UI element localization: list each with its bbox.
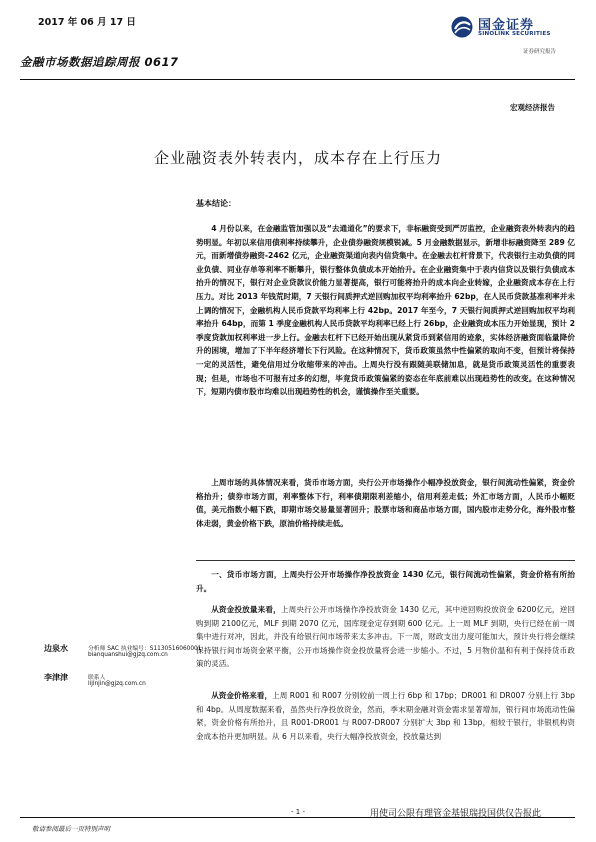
author-credential: 分析师 SAC 执业编号：S1130516060001 bbox=[88, 646, 202, 652]
report-series-title: 金融市场数据追踪周报 0617 bbox=[20, 55, 179, 69]
main-title: 企业融资表外转表内，成本存在上行压力 bbox=[153, 149, 442, 167]
summary-block bbox=[196, 222, 575, 399]
section1-heading-text: 一、货币市场方面，上周央行公开市场操作净投放资金 1430 亿元，银行间流动性偏紧，资金价格有所抬升。 bbox=[196, 570, 575, 593]
footer-divider bbox=[20, 817, 575, 818]
report-category: 宏观经济报告 bbox=[510, 103, 555, 112]
paragraph-body: 上周央行公开市场操作净投放资金 1430 亿元，其中逆回购投放资金 6200亿元，逆回购到期 2100亿元，MLF 到期 2070 亿元，国库现金定存到期 600 亿元。上一周 MLF 到期，央行已经在前一周集中进行对冲，因此，并没有给银行间市场带来太多冲击。下一周，财政支出力度可能加大，预计央行将会继续保持银行间市场资金紧平衡，公开市场操作资金投放量将会进一步缩小。不过，5 月物价温和有利于保持货币政策的灵活。 bbox=[196, 605, 576, 669]
brand-name-en: SINOLINK SECURITIES bbox=[478, 31, 551, 37]
author-email[interactable]: bianquanshui@gjzq.com.cn bbox=[88, 652, 168, 658]
paragraph-lead: 从资金价格来看， bbox=[211, 691, 273, 700]
author-name: 李津津 bbox=[44, 673, 68, 682]
paragraph-body: 上周 R001 和 R007 分别较前一周上行 6bp 和 17bp；DR001 和 DR007 分别上行 3bp 和 4bp。从周度数据来看，虽然央行净投放资金，然而，季末期金融对资金需求显著增加，银行间市场流动性偏紧，资金价格有所抬升，且 R001-DR001 与 R007-DR007 分别扩大 3bp 和 13bp，相较于银行，非银机构资金成本抬升更加明显。从 6 月以来看，央行大幅净投放资金，投放量达到 bbox=[196, 691, 576, 741]
author-role: 联系人 bbox=[88, 675, 106, 681]
page-number: - 1 - bbox=[291, 808, 305, 816]
summary-paragraph-2: 上周市场的具体情况来看，货币市场方面，央行公开市场操作小幅净投放资金，银行间流动性偏紧，资金价格抬升；债券市场方面，利率整体下行，利率债期限利差缩小，信用利差走低；外汇市场方面，人民币小幅贬值，美元指数小幅下跌，即期市场交易量显著回升；股票市场和商品市场方面，国内股市走势分化，海外股市整体走弱，黄金价格下跌，原油价格持续走低。 bbox=[196, 478, 575, 528]
sinolink-logo-icon bbox=[451, 16, 473, 38]
footer-disclaimer: 敬请参阅最后一页特别声明 bbox=[32, 825, 110, 833]
section1-paragraph-2 bbox=[196, 689, 575, 743]
section-divider bbox=[196, 560, 575, 561]
brand-logo bbox=[451, 14, 581, 64]
header-divider bbox=[20, 79, 575, 80]
section1-paragraph-1 bbox=[196, 603, 575, 671]
author-email[interactable]: lijinjin@gjzq.com.cn bbox=[88, 681, 146, 687]
summary-block-2 bbox=[196, 476, 575, 530]
section1-heading bbox=[196, 568, 575, 595]
paragraph-lead: 从资金投放量来看， bbox=[211, 605, 281, 614]
author-name: 边泉水 bbox=[44, 644, 68, 653]
brand-subtitle: 证券研究报告 bbox=[523, 49, 557, 55]
watermark-text: 用使司公限有理管金基银瑞投国供仅告报此 bbox=[370, 809, 542, 819]
brand-name-cn: 国金证券 bbox=[478, 18, 535, 33]
summary-paragraph-1: 4 月份以来，在金融监管加强以及“去通道化”的要求下，非标融资受到严厉监控，企业融资表外转表内的趋势明显。年初以来信用债利率持续攀升，企业债券融资规模锐减。5 月金融数据显示，新增非标融资降至 289 亿元，而新增债券融资-2462 亿元，企业融资渠道向表内信贷集中。在金融去杠杆背景下，代表银行主动负债的同业负债、同业存单等利率不断攀升，银行整体负债成本开始抬升。在企业融资集中于表内信贷以及银行负债成本抬升的情况下，银行对企业贷款议价能力显著提高，银行可能将抬升的成本向企业转嫁，企业融资成本存在上行压力。对比 2013 年钱荒时期，7 天银行间质押式逆回购加权平均利率抬升 62bp，在人民币贷款基准利率并未上调的情况下，金融机构人民币贷款平均利率上行 42bp。2017 年至今，7 天银行间质押式逆回购加权平均利率抬升 64bp，而第 1 季度金融机构人民币贷款平均利率已经上行 26bp，企业融资成本压力开始显现，预计 2 季度贷款加权利率进一步上行。金融去杠杆下已经开始出现从紧货币到紧信用的迹象，实体经济融资面临量降价升的困境，增加了下半年经济增长下行风险。在这种情况下，货币政策虽然中性偏紧的取向不变，但预计将保持一定的灵活性，避免信用过分收缩带来的冲击。上周央行没有跟随美联储加息，就是货币政策灵活性的重要表现；但是，市场也不可报有过多的幻想，毕竟货币政策偏紧的姿态在年底前难以出现趋势性的改变。在这种情况下，短期内债市股市均难以出现趋势性的机会，谨慎操作至关重要。 bbox=[196, 224, 575, 397]
section-label: 基本结论： bbox=[196, 199, 236, 208]
report-date: 2017 年 06 月 17 日 bbox=[38, 17, 136, 28]
